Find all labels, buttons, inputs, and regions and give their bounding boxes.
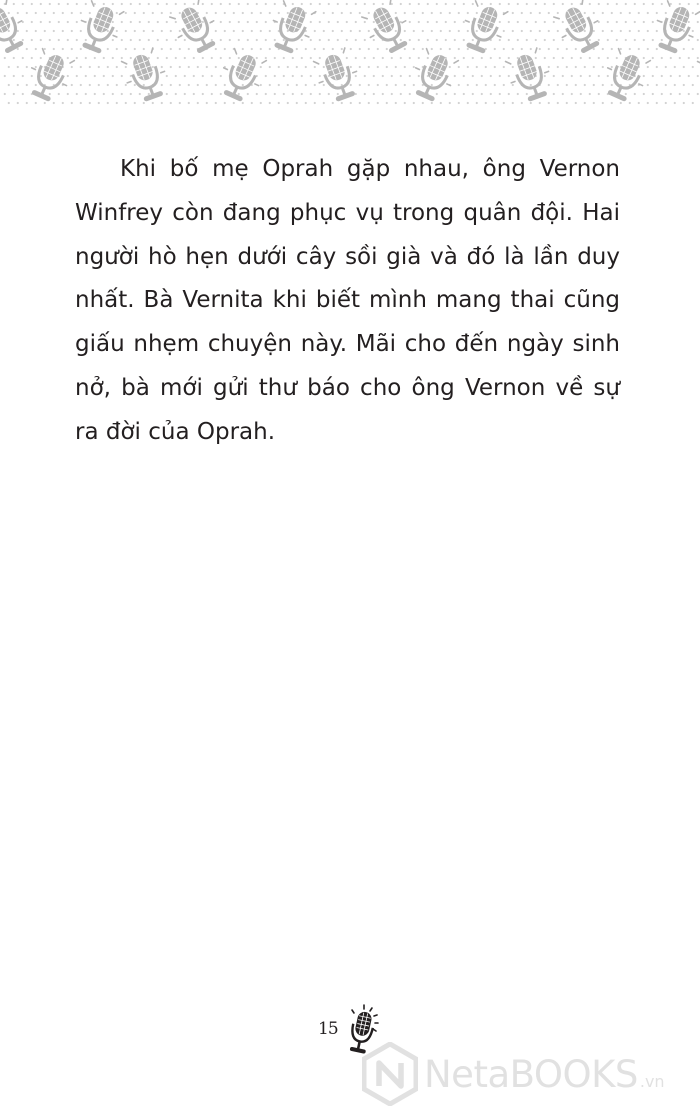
pattern-microphone-icon	[456, 0, 510, 57]
pattern-microphone-icon	[264, 0, 318, 57]
microphone-pattern	[0, 0, 700, 112]
watermark-brand: NetaBOOKS	[424, 1052, 638, 1096]
page-number: 15	[318, 1019, 338, 1039]
netabooks-logo-icon	[362, 1042, 418, 1106]
pattern-microphone-icon	[214, 46, 269, 106]
pattern-microphone-icon	[359, 0, 416, 59]
pattern-microphone-icon	[551, 0, 608, 59]
pattern-microphone-icon	[119, 47, 172, 105]
body-paragraph: Khi bố mẹ Oprah gặp nhau, ông Vernon Winfrey còn đang phục vụ trong quân đội. Hai người hò hẹn dưới cây sồi già và đó là lần duy nhất. Bà Vernita khi biết mình mang thai cũng giấu nhẹm chuyện này. Mãi cho đến ngày sinh nở, bà mới gửi thư báo cho ông Vernon về sự ra đời của Oprah.	[75, 156, 620, 445]
header-pattern	[0, 0, 700, 112]
watermark-suffix: .vn	[639, 1071, 665, 1091]
pattern-microphone-icon	[406, 46, 461, 106]
netabooks-watermark	[362, 1042, 665, 1106]
pattern-microphone-icon	[503, 47, 556, 105]
